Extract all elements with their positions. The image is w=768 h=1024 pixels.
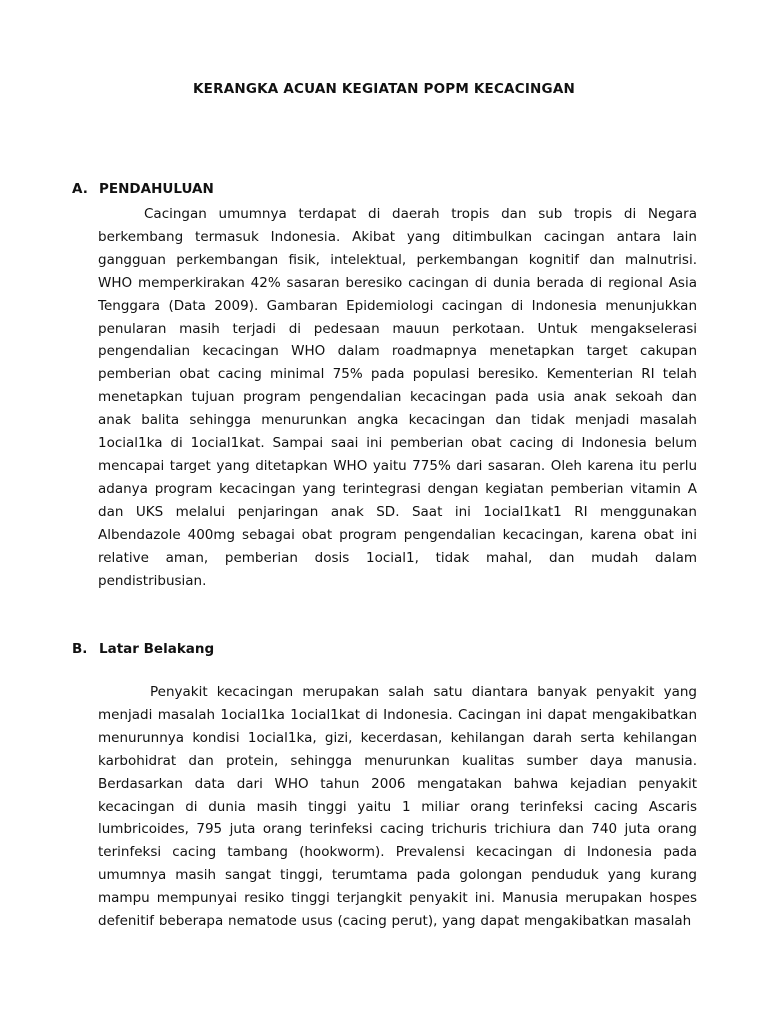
paragraph-latar-belakang: Penyakit kecacingan merupakan salah satu diantara banyak penyakit yang menjadi masalah 1ocial1ka 1ocial1kat di Indonesia. Cacingan ini dapat mengakibatkan menurunnya kondisi 1ocial1ka, gizi, kecerdasan, kehilangan darah serta kehilangan karbohidrat dan protein, sehingga menurunkan kualitas sumber daya manusia. Berdasarkan data dari WHO tahun 2006 mengatakan bahwa kejadian penyakit kecacingan di dunia masih tinggi yaitu 1 miliar orang terinfeksi cacing Ascaris lumbricoides, 795 juta orang terinfeksi cacing trichuris trichiura dan 740 juta orang terinfeksi cacing tambang (hookworm). Prevalensi kecacingan di Indonesia pada umumnya masih sangat tinggi, terumtama pada golongan penduduk yang kurang mampu mempunyai resiko tinggi terjangkit penyakit ini. Manusia merupakan hospes defenitif beberapa nematode usus (cacing perut), yang dapat mengakibatkan masalah	[98, 684, 697, 930]
section-heading-latar-belakang	[72, 641, 214, 657]
paragraph-pendahuluan: Cacingan umumnya terdapat di daerah tropis dan sub tropis di Negara berkembang termasuk Indonesia. Akibat yang ditimbulkan cacingan antara lain gangguan perkembangan fisik, intelektual, perkembangan kognitif dan malnutrisi. WHO memperkirakan 42% sasaran beresiko cacingan di dunia berada di regional Asia Tenggara (Data 2009). Gambaran Epidemiologi cacingan di Indonesia menunjukkan penularan masih terjadi di pedesaan mauun perkotaan. Untuk mengakselerasi pengendalian kecacingan WHO dalam roadmapnya menetapkan target cakupan pemberian obat cacing minimal 75% pada populasi beresiko. Kementerian RI telah menetapkan tujuan program pengendalian kecacingan pada usia anak sekoah dan anak balita sehingga menurunkan angka kecacingan dan tidak menjadi masalah 1ocial1ka di 1ocial1kat. Sampai saai ini pemberian obat cacing di Indonesia belum mencapai target yang ditetapkan WHO yaitu 775% dari sasaran. Oleh karena itu perlu adanya program kecacingan yang terintegrasi dengan kegiatan pemberian vitamin A dan UKS melalui penjaringan anak SD. Saat ini 1ocial1kat1 RI menggunakan Albendazole 400mg sebagai obat program pengendalian kecacingan, karena obat ini relative aman, pemberian dosis 1ocial1, tidak mahal, dan mudah dalam pendistribusian.	[98, 206, 697, 589]
document-title: KERANGKA ACUAN KEGIATAN POPM KECACINGAN	[193, 81, 575, 97]
section-heading-pendahuluan	[72, 181, 214, 197]
section-letter: A.	[72, 181, 88, 197]
section-letter: B.	[72, 641, 88, 657]
section-title: PENDAHULUAN	[99, 181, 214, 197]
section-title: Latar Belakang	[99, 641, 215, 657]
